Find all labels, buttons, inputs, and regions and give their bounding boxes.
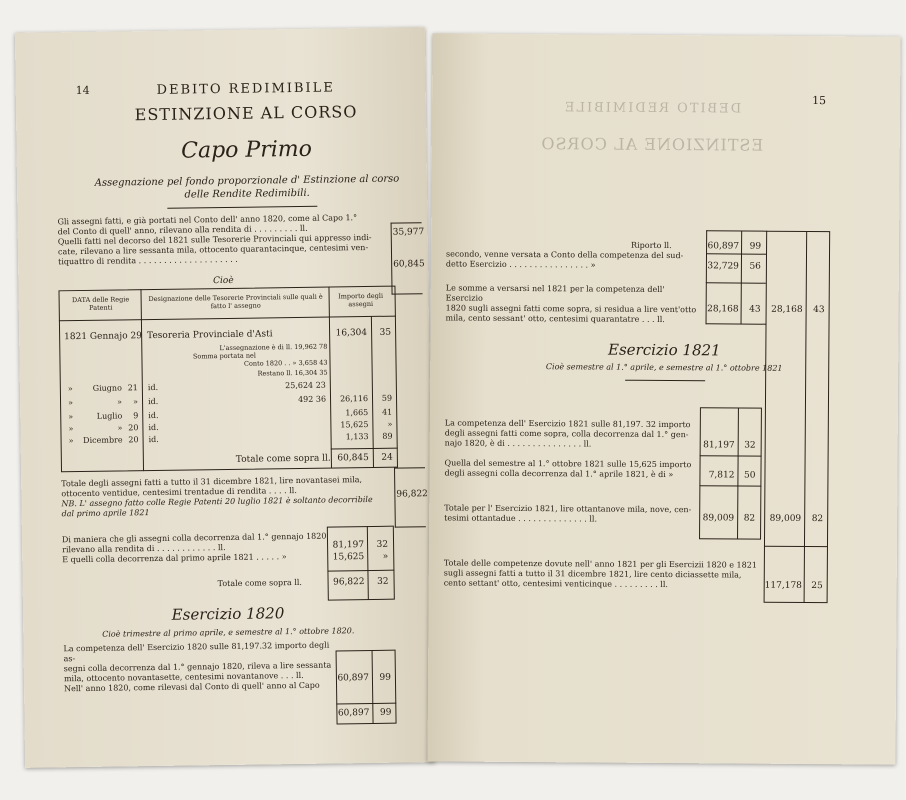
row-day: 9 [133, 411, 139, 421]
intro-line: del Conto di quell' anno, rilevano alla rendita di . . . . . . . . . ll. [57, 223, 308, 237]
row-cent: 35 [379, 327, 392, 338]
text-line: segni colla decorrenza dal 1.° gennajo 1820, rileva a lire sessanta [63, 660, 332, 674]
nb-line: NB. L' assegno fatto colle Regie Patenti 20 luglio 1821 è soltanto decorribile [61, 494, 373, 509]
row-cent: 89 [382, 431, 393, 441]
row-desc: id. [147, 396, 159, 407]
row-month: » [117, 423, 123, 433]
value-amount: 32,729 [707, 261, 739, 272]
margin-value: 35,977 [392, 227, 425, 238]
totale-label: Totale come sopra ll. [235, 453, 331, 465]
row-desc: id. [147, 382, 159, 393]
text-line: najo 1820, è di . . . . . . . . . . . . . . . ll. [444, 438, 592, 449]
text-line: 1820 sugli assegni fatti come sopra, si residua a lire vent'otto [445, 303, 697, 315]
value-amount: 96,822 [333, 577, 365, 588]
bleed-through-subtitle: ESTINZIONE AL CORSO [540, 134, 764, 155]
row-cent: 41 [381, 407, 393, 417]
intro-line: Quelli fatti nel decorso del 1821 sulle Tesorerie Provinciali qui appresso indi- [57, 232, 372, 247]
value-cent: 56 [749, 261, 761, 272]
manner-total-label: Totale come sopra ll. [217, 577, 303, 589]
text-line: secondo, venne versata a Conto della competenza del sud- [445, 249, 684, 261]
value-amount: 60,897 [337, 673, 370, 684]
value-cent: 99 [379, 707, 392, 718]
value-cent: 43 [749, 304, 761, 315]
row-month: Luglio [96, 411, 123, 421]
text-line: Le somme a versarsi nel 1821 per la competenza dell' Esercizio [445, 283, 665, 303]
text-line: detto Esercizio . . . . . . . . . . . . . . . . » [445, 259, 596, 270]
header-designazione: Designazione delle Tesorerie Provinciali sulle quali è fatto l' assegno [148, 292, 323, 311]
value-amount: 89,009 [702, 513, 735, 524]
grand-total-paragraph [444, 558, 774, 590]
row-desc: id. [148, 422, 159, 433]
title-debito: DEBITO REDIMIBILE [156, 80, 335, 98]
outer-totals-column [764, 231, 831, 603]
intro-line: Gli assegni fatti, e già portati nel Conto dell' anno 1820, come al Capo 1.° [57, 213, 358, 227]
row-date-prefix: » [67, 398, 74, 408]
row-subamount: 492 36 [297, 394, 327, 404]
riporto-label: Riporto ll. [631, 240, 672, 251]
competenza-paragraph [445, 418, 700, 450]
row-date-prefix: » [68, 412, 74, 422]
row-subamount: 25,624 23 [285, 380, 326, 391]
outer-amount: 89,009 [769, 513, 802, 524]
text-line: rilevano alla rendita di . . . . . . . . . . . . ll. [62, 543, 226, 555]
text-line: sugli assegni fatti a tutto il 31 dicembre 1821, lire cento diciassette mila, [443, 568, 742, 580]
table-row: 1821 Gennajo 29 [64, 331, 142, 343]
margin-value: 60,845 [393, 259, 425, 270]
cioe-label: Cioè [213, 275, 234, 287]
text-line: Totale degli assegni fatti a tutto il 31 dicembre 1821, lire novantasei mila, [61, 475, 363, 489]
value-cent: » [382, 551, 389, 562]
value-amount: 60,897 [337, 708, 370, 719]
intro-line: cate, rilevano a lire sessanta mila, ottocento quarantacinque, centesimi ven- [57, 242, 369, 257]
page-number-right: 15 [812, 94, 827, 108]
text-line: Totale per l' Esercizio 1821, lire ottantanove mila, nove, cen- [444, 503, 692, 515]
competenza-paragraph [63, 640, 339, 694]
text-line: mila, ottocento novantasette, centesimi novantanove . . . ll. [63, 670, 304, 684]
text-line: Di maniera che gli assegni colla decorrenza dal 1.° gennajo 1820 [61, 531, 327, 545]
value-cent: 32 [377, 576, 389, 587]
value-cent: 32 [744, 440, 756, 451]
value-amount: 60,897 [707, 241, 740, 252]
text-line: E quelli colla decorrenza dal primo aprile 1821 . . . . . » [62, 552, 287, 565]
totale-paragraph [444, 503, 699, 525]
title-estinzione: ESTINZIONE AL CORSO [134, 102, 358, 125]
header-date: DATA delle Regie Patenti [71, 295, 130, 312]
text-line: ottocento ventidue, centesimi trentadue di rendita . . . . ll. [61, 486, 297, 499]
row-amount: 16,304 [335, 328, 368, 339]
quella-paragraph [444, 458, 699, 480]
somme-paragraph [446, 283, 701, 325]
row-desc: id. [148, 434, 159, 445]
value-cent: 99 [749, 241, 762, 252]
divider [167, 206, 317, 209]
text-line: La competenza dell' Esercizio 1820 sulle 81,197.32 importo degli as- [63, 640, 330, 664]
value-amount: 7,812 [708, 470, 735, 481]
margin-value: 96,822 [396, 489, 428, 500]
page-number-left: 14 [75, 83, 90, 98]
esercizio-subtitle: Cioè semestre al 1.° aprile, e semestre al 1.° ottobre 1821 [545, 362, 783, 373]
row-month: Dicembre [83, 435, 123, 445]
text-line: cento settant' otto, centesimi venticinque . . . . . . . . . ll. [443, 578, 669, 590]
row-date-prefix: » [68, 424, 74, 434]
bleed-through-title: DEBITO REDIMIBILE [562, 100, 742, 117]
sub-line: L'assegnazione è di ll. 19,962 78 [219, 342, 328, 353]
text-line: Quella del semestre al 1.° ottobre 1821 sulle 15,625 importo [444, 458, 692, 470]
text-line: Totale delle competenze dovute nell' anno 1821 per gli Esercizii 1820 e 1821 [443, 558, 757, 570]
totale-cent: 24 [381, 452, 393, 463]
esercizio-heading: Esercizio 1821 [607, 340, 721, 360]
esercizio-heading: Esercizio 1820 [171, 604, 285, 624]
text-line: mila, cento sessant' otto, centesimi quarantatre . . . ll. [445, 313, 665, 325]
row-date-prefix: » [68, 436, 74, 446]
row-amount: 15,625 [340, 420, 369, 430]
row-month: Giugno [92, 383, 122, 393]
sub-line: Somma portata nel [192, 351, 256, 361]
value-cent: 32 [376, 539, 389, 550]
outer-cent: 43 [813, 305, 825, 316]
outer-cent: 25 [811, 581, 823, 592]
value-cent: 99 [379, 672, 391, 683]
outer-amount: 117,178 [764, 580, 802, 591]
text-line: tesimi ottantadue . . . . . . . . . . . . . . ll. [444, 513, 598, 524]
row-amount: 1,133 [345, 431, 369, 442]
sub-line: Restano ll. 16,304 35 [257, 368, 328, 378]
intro-line: tiquattro di rendita . . . . . . . . . . . . . . . . . . . . [58, 254, 238, 267]
subtitle-line1: Assegnazione pel fondo proporzionale d' Estinzione al corso [94, 173, 400, 189]
sub-line: Conto 1820 . . » 3,658 43 [243, 358, 328, 368]
value-cent: 50 [743, 470, 756, 481]
value-cent: 82 [743, 513, 756, 524]
nb-line: dal primo aprile 1821 [61, 508, 150, 519]
row-day: 21 [127, 383, 138, 393]
text-line: La competenza dell' Esercizio 1821 sulle 81,197. 32 importo [444, 418, 691, 430]
right-page [427, 33, 900, 764]
value-amount: 81,197 [332, 540, 365, 551]
secondo-paragraph [446, 249, 701, 271]
row-desc: id. [148, 410, 159, 421]
table-row-desc: Tesoreria Provinciale d'Asti [147, 329, 273, 342]
row-month: » [117, 397, 123, 407]
row-cent: 59 [381, 393, 393, 403]
manner-paragraph [62, 532, 332, 566]
row-day: 20 [128, 435, 139, 445]
subtitle-line2: delle Rendite Redimibili. [184, 187, 310, 201]
outer-cent: 82 [811, 514, 824, 525]
row-amount: 26,116 [339, 394, 369, 404]
value-amount: 15,625 [332, 552, 365, 563]
esercizio-subtitle: Cioè trimestre al primo aprile, e semestre al 1.° ottobre 1820. [102, 626, 355, 639]
totale-amount: 60,845 [337, 452, 369, 464]
row-cent: » [387, 419, 393, 429]
row-date-prefix: » [67, 384, 73, 394]
totale-paragraph [61, 475, 392, 520]
header-importo: Importo degli assegni [338, 291, 384, 309]
left-page [15, 27, 435, 768]
divider [625, 380, 705, 382]
row-amount: 1,665 [345, 408, 369, 418]
outer-amount: 28,168 [771, 304, 803, 315]
row-day: » [133, 397, 139, 407]
intro-paragraph [57, 213, 388, 268]
text-line: degli assegni fatti come sopra, colla decorrenza dal 1.° gen- [444, 428, 689, 440]
value-amount: 81,197 [703, 440, 735, 451]
text-line: Nell' anno 1820, come rilevasi dal Conto di quell' anno al Capo [63, 680, 320, 694]
value-amount: 28,168 [707, 304, 739, 315]
text-line: degli assegni colla decorrenza dal 1.° aprile 1821, è di » [444, 468, 674, 480]
row-day: 20 [128, 423, 139, 433]
manner-box [327, 526, 395, 601]
chapter-title: Capo Primo [181, 136, 313, 164]
